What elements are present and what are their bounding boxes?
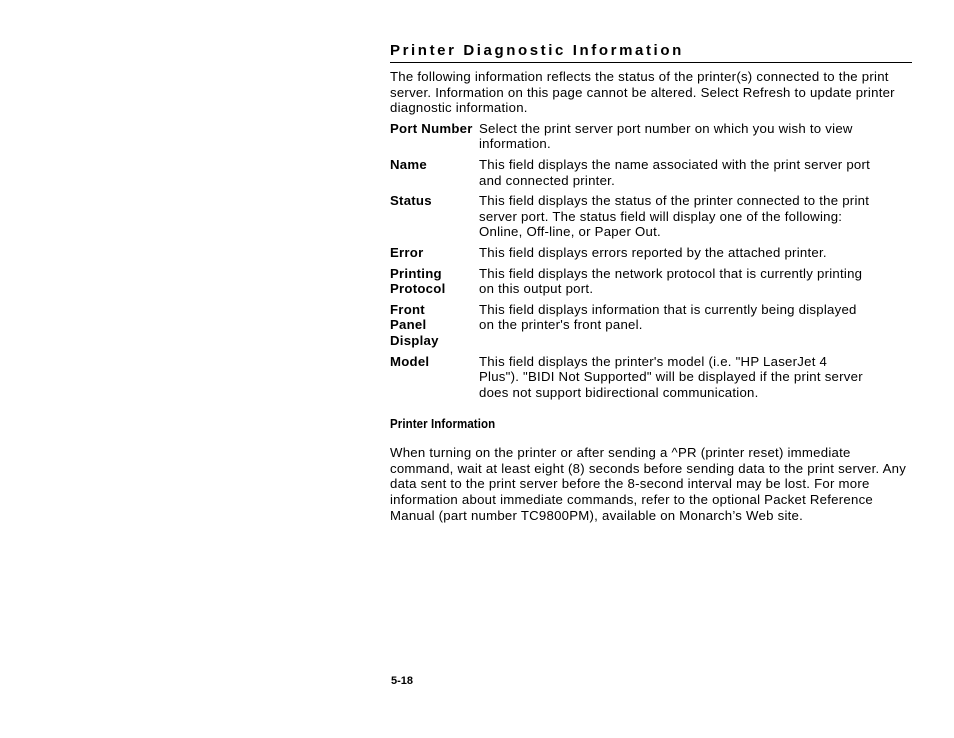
definition-row [390, 193, 912, 240]
subheading: Printer Information [390, 417, 496, 432]
desc-status: This field displays the status of the printer connected to the print server port. The status field will display one of the following: Online, Off-line, or Paper Out. [479, 193, 870, 240]
document-page [390, 41, 912, 523]
desc-front-panel-display: This field displays information that is currently being displayed on the printer's front panel. [479, 301, 857, 333]
term-status: Status [390, 193, 432, 209]
term-name: Name [390, 156, 427, 172]
intro-paragraph: The following information reflects the status of the printer(s) connected to the print server. Information on this page cannot be altered. Select Refresh to update printer diagnostic information. [390, 69, 895, 116]
desc-name: This field displays the name associated with the print server port and connected printer. [479, 156, 871, 188]
desc-printing-protocol: This field displays the network protocol that is currently printing on this output port. [479, 265, 863, 297]
section-title: Printer Diagnostic Information [390, 41, 912, 63]
definition-row [390, 121, 912, 152]
term-port-number: Port Number [390, 120, 473, 136]
definition-row [390, 302, 912, 349]
body-paragraph: When turning on the printer or after sending a ^PR (printer reset) immediate command, wait at least eight (8) seconds before sending data to the print server. Any data sent to the print server before the 8-second interval may be lost. For more information about immediate commands, refer to the optional Packet Reference Manual (part number TC9800PM), available on Monarch’s Web site. [390, 445, 907, 523]
definition-row [390, 245, 912, 261]
desc-model: This field displays the printer's model (i.e. "HP LaserJet 4 Plus"). "BIDI Not Supported" will be displayed if the print server does not support bidirectional communication. [479, 353, 863, 400]
term-error: Error [390, 244, 424, 260]
desc-error: This field displays errors reported by the attached printer. [479, 244, 827, 260]
definition-row [390, 354, 912, 401]
definition-row [390, 266, 912, 297]
term-model: Model [390, 353, 430, 369]
definition-row [390, 157, 912, 188]
page-number: 5-18 [391, 675, 414, 687]
desc-port-number: Select the print server port number on which you wish to view information. [479, 120, 853, 152]
term-printing-protocol: Printing Protocol [390, 265, 446, 297]
term-front-panel-display: Front Panel Display [390, 301, 439, 348]
